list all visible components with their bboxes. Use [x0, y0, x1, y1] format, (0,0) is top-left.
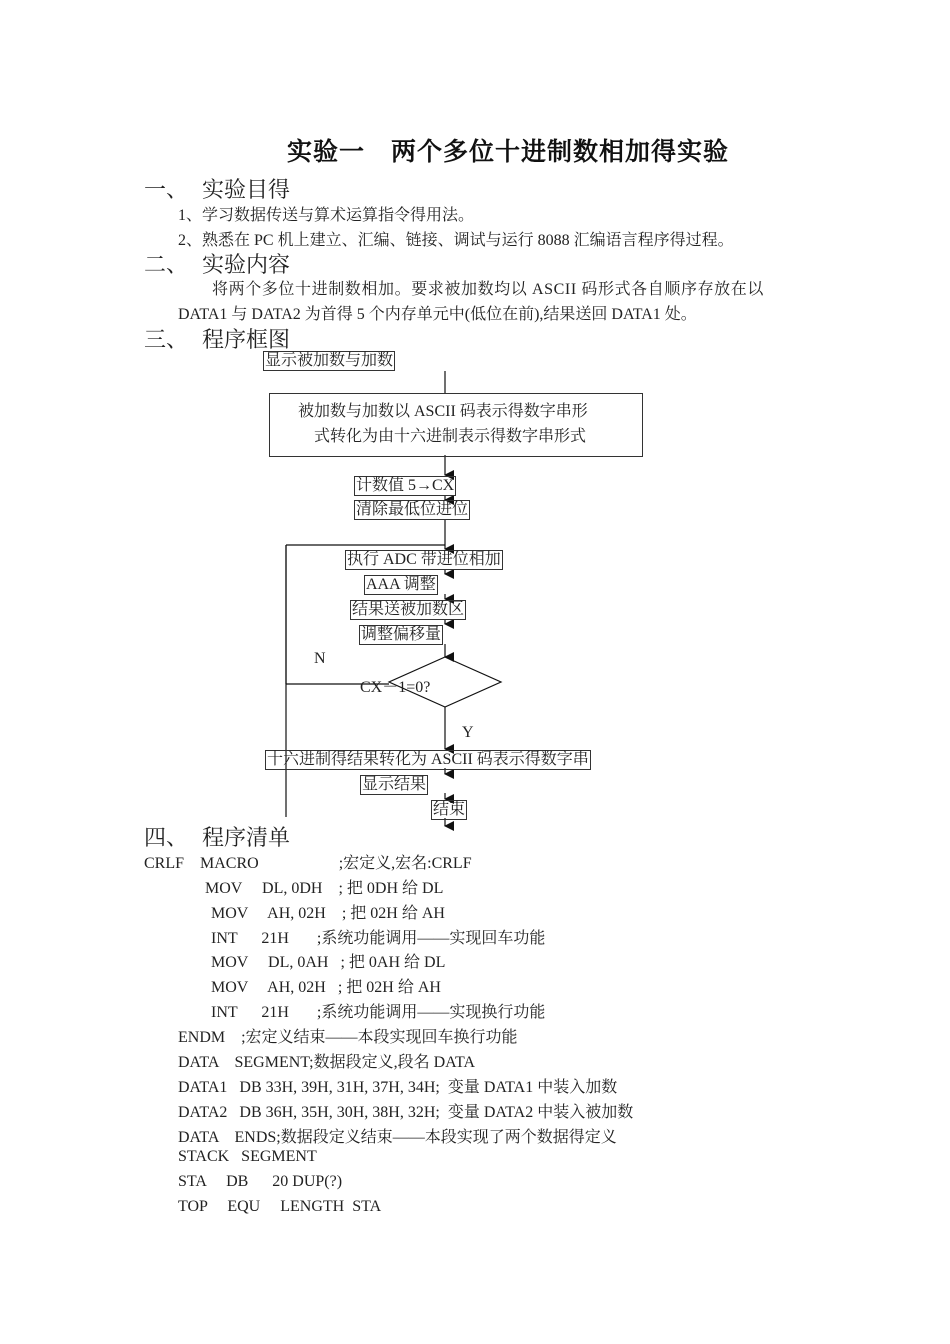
section-title: 实验目得	[202, 177, 291, 202]
code-line: DATA1 DB 33H, 39H, 31H, 37H, 34H; 变量 DATA1 中装入加数	[178, 1079, 618, 1096]
section-number: 一、	[144, 177, 189, 202]
page-title: 实验一 两个多位十进制数相加得实验	[286, 139, 729, 166]
code-line: MOV DL, 0DH ; 把 0DH 给 DL	[205, 880, 444, 897]
flow-step-convert-line-2: 式转化为由十六进制表示得数字串形式	[314, 428, 587, 445]
code-line: ENDM ;宏定义结束——本段实现回车换行功能	[178, 1029, 518, 1046]
code-line: MOV DL, 0AH ; 把 0AH 给 DL	[211, 954, 446, 971]
section-title: 实验内容	[202, 252, 291, 277]
code-line: DATA ENDS;数据段定义结束——本段实现了两个数据得定义	[178, 1129, 617, 1146]
section-number: 二、	[144, 252, 189, 277]
section-heading-listing	[144, 821, 290, 852]
code-line: CRLF MACRO ;宏定义,宏名:CRLF	[144, 855, 472, 872]
flow-step-end: 结束	[433, 801, 466, 818]
code-line: STA DB 20 DUP(?)	[178, 1173, 343, 1190]
code-line: TOP EQU LENGTH STA	[178, 1198, 382, 1215]
code-line: DATA2 DB 36H, 35H, 30H, 38H, 32H; 变量 DATA2 中装入被加数	[178, 1104, 634, 1121]
code-line: DATA SEGMENT;数据段定义,段名 DATA	[178, 1054, 476, 1071]
flow-step-adjust-offset: 调整偏移量	[361, 626, 442, 643]
section-number: 三、	[144, 327, 189, 352]
flow-step-set-counter: 计数值 5→CX	[356, 477, 455, 494]
decision-label: CX－1=0?	[360, 679, 431, 696]
purpose-item-2: 2、熟悉在 PC 机上建立、汇编、链接、调试与运行 8088 汇编语言程序得过程。	[178, 232, 734, 249]
section-number: 四、	[144, 825, 189, 850]
purpose-item-1: 1、学习数据传送与算术运算指令得用法。	[178, 207, 475, 224]
content-paragraph-line-2: DATA1 与 DATA2 为首得 5 个内存单元中(低位在前),结果送回 DATA1 处。	[178, 306, 697, 323]
code-line: MOV AH, 02H ; 把 02H 给 AH	[211, 905, 445, 922]
code-line: MOV AH, 02H ; 把 02H 给 AH	[211, 979, 441, 996]
code-line: STACK SEGMENT	[178, 1148, 317, 1165]
flow-step-adc: 执行 ADC 带进位相加	[347, 551, 501, 568]
flow-step-store-result: 结果送被加数区	[352, 601, 465, 618]
flow-step-show-result: 显示结果	[362, 776, 427, 793]
flow-step-show-operands: 显示被加数与加数	[265, 352, 394, 369]
flow-step-aaa: AAA 调整	[366, 576, 436, 593]
decision-no-label: N	[314, 650, 326, 667]
decision-yes-label: Y	[462, 724, 474, 741]
content-paragraph-line-1: 将两个多位十进制数相加。要求被加数均以 ASCII 码形式各自顺序存放在以	[212, 281, 764, 298]
code-line: INT 21H ;系统功能调用——实现换行功能	[211, 1004, 546, 1021]
section-title: 程序清单	[202, 825, 291, 850]
flow-step-convert-to-ascii: 十六进制得结果转化为 ASCII 码表示得数字串	[267, 751, 589, 768]
flow-step-convert-line-1: 被加数与加数以 ASCII 码表示得数字串形	[298, 403, 588, 420]
code-line: INT 21H ;系统功能调用——实现回车功能	[211, 930, 546, 947]
flow-step-convert-to-hex	[269, 393, 643, 457]
section-title: 程序框图	[202, 327, 291, 352]
flow-step-clear-carry: 清除最低位进位	[356, 501, 469, 518]
